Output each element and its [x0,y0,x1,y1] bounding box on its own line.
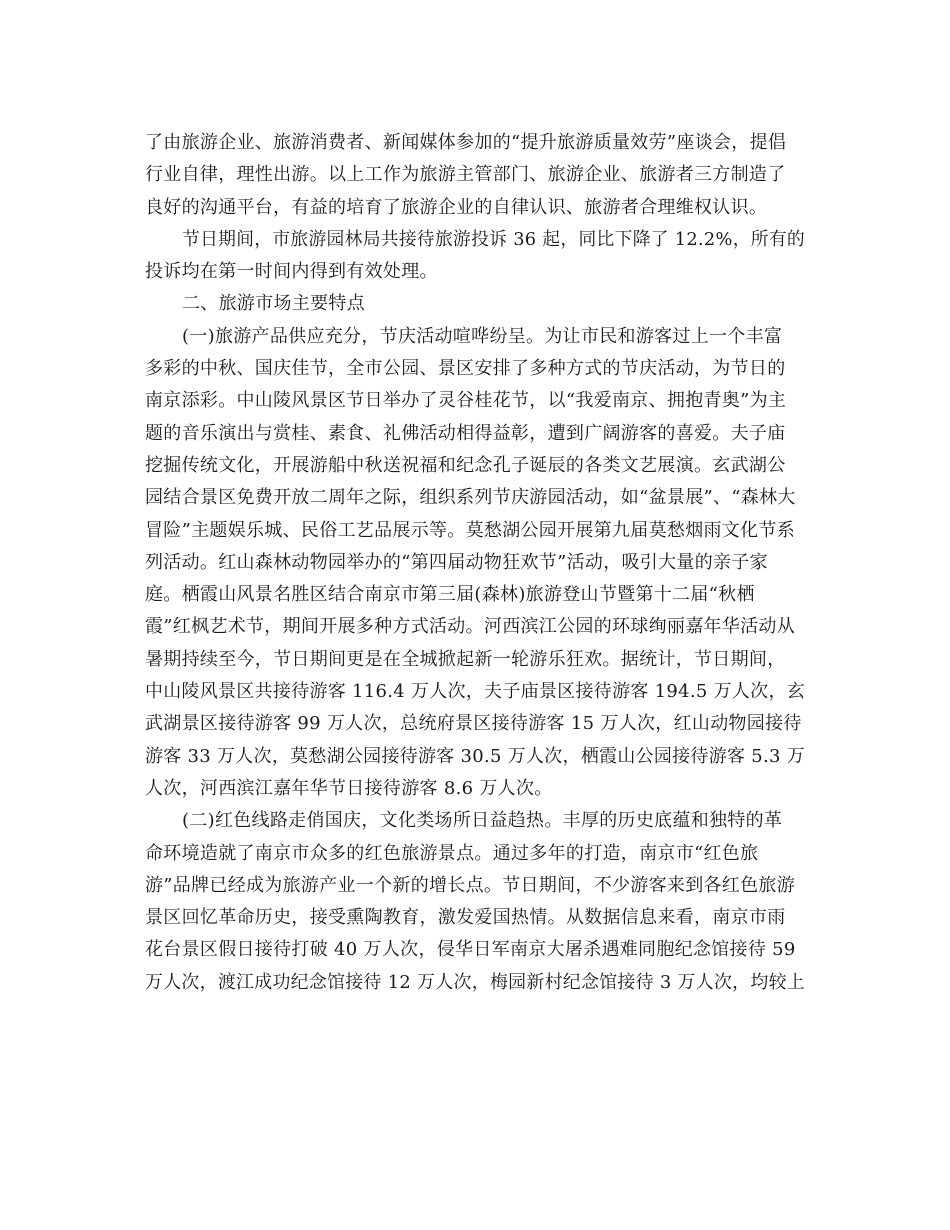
text-line: 多彩的中秋、国庆佳节，全市公园、景区安排了多种方式的节庆活动，为节日的 [145,358,786,380]
document-body [145,127,805,999]
text-line: 庭。栖霞山风景名胜区结合南京市第三届(森林)旅游登山节暨第十二届“秋栖 [145,584,755,606]
text-line: 游”品牌已经成为旅游产业一个新的增长点。节日期间，不少游客来到各红色旅游 [145,874,795,896]
text-line: 南京添彩。中山陵风景区节日举办了灵谷桂花节，以“我爱南京、拥抱青奥”为主 [145,390,787,412]
text-line: 霞”红枫艺术节，期间开展多种方式活动。河西滨江公园的环球绚丽嘉年华活动从 [145,616,795,638]
text-line: 冒险”主题娱乐城、民俗工艺品展示等。莫愁湖公园开展第九届莫愁烟雨文化节系 [145,519,795,541]
text-line: (二)红色线路走俏国庆，文化类场所日益趋热。丰厚的历史底蕴和独特的革 [182,810,783,832]
text-line: 行业自律，理性出游。以上工作为旅游主管部门、旅游企业、旅游者三方制造了 [145,164,786,186]
text-line: 暑期持续至今，节日期间更是在全城掀起新一轮游乐狂欢。据统计，节日期间， [145,648,786,670]
text-line: 万人次，渡江成功纪念馆接待 12 万人次，梅园新村纪念馆接待 3 万人次，均较上 [145,971,805,993]
text-line: 了由旅游企业、旅游消费者、新闻媒体参加的“提升旅游质量效劳”座谈会，提倡 [145,132,787,153]
text-line: 景区回忆革命历史，接受熏陶教育，激发爱国热情。从数据信息来看，南京市雨 [145,907,786,929]
text-line: 花台景区假日接待打破 40 万人次，侵华日军南京大屠杀遇难同胞纪念馆接待 59 [145,939,796,961]
text-line: 园结合景区免费开放二周年之际，组织系列节庆游园活动，如“盆景展”、“森林大 [145,487,796,509]
text-line: 武湖景区接待游客 99 万人次，总统府景区接待游客 15 万人次，红山动物园接待 [145,713,802,735]
text-line: 二、旅游市场主要特点 [182,293,365,315]
text-line: 人次，河西滨江嘉年华节日接待游客 8.6 万人次。 [145,777,553,799]
text-line: 良好的沟通平台，有益的培育了旅游企业的自律认识、旅游者合理维权认识。 [145,196,768,218]
text-line: 列活动。红山森林动物园举办的“第四届动物狂欢节”活动，吸引大量的亲子家 [145,551,768,573]
text-line: 游客 33 万人次，莫愁湖公园接待游客 30.5 万人次，栖霞山公园接待游客 5.3 万 [145,745,805,767]
text-line: 投诉均在第一时间内得到有效处理。 [145,261,438,283]
text-line: 中山陵风景区共接待游客 116.4 万人次，夫子庙景区接待游客 194.5 万人次，玄 [145,681,805,703]
text-line: (一)旅游产品供应充分，节庆活动喧哗纷呈。为让市民和游客过上一个丰富 [182,325,783,347]
text-line: 节日期间，市旅游园林局共接待旅游投诉 36 起，同比下降了 12.2%，所有的 [182,228,805,250]
text-line: 命环境造就了南京市众多的红色旅游景点。通过多年的打造，南京市“红色旅 [145,842,759,864]
text-line: 挖掘传统文化，开展游船中秋送祝福和纪念孔子诞辰的各类文艺展演。玄武湖公 [145,454,786,476]
text-line: 题的音乐演出与赏桂、素食、礼佛活动相得益彰，遭到广阔游客的喜爱。夫子庙 [145,422,786,444]
